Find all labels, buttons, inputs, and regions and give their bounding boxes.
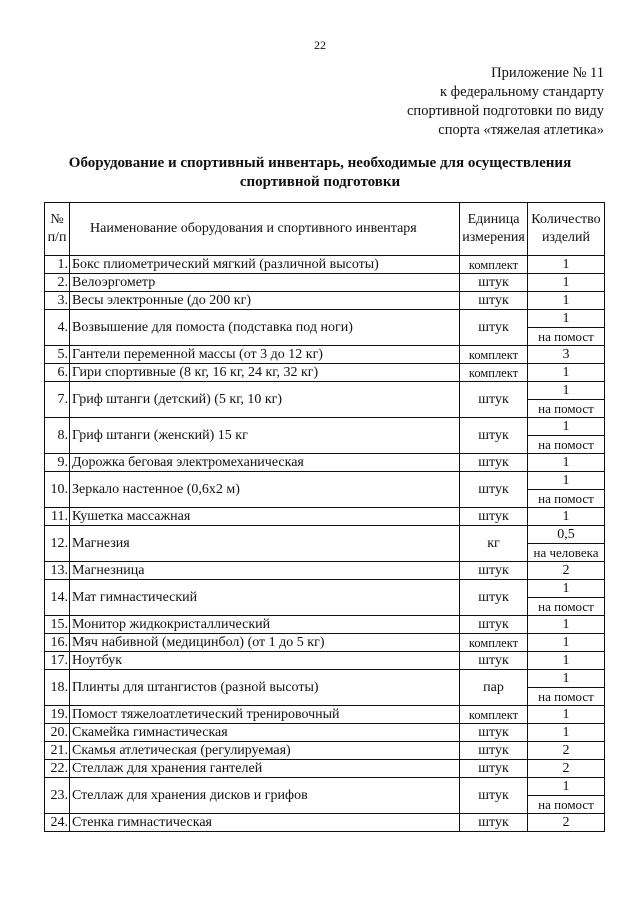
table-row xyxy=(45,256,605,274)
row-number: 18. xyxy=(45,670,70,706)
row-unit: штук xyxy=(460,580,528,616)
row-equipment-name: Дорожка беговая электромеханическая xyxy=(70,454,460,472)
row-unit: штук xyxy=(460,742,528,760)
row-equipment-name: Монитор жидкокристаллический xyxy=(70,616,460,634)
row-quantity: 1 xyxy=(528,670,604,688)
row-number: 21. xyxy=(45,742,70,760)
row-equipment-name: Скамья атлетическая (регулируемая) xyxy=(70,742,460,760)
appendix-line: Приложение № 11 xyxy=(491,65,604,81)
row-equipment-name: Мат гимнастический xyxy=(70,580,460,616)
table-row xyxy=(45,526,605,562)
row-equipment-name: Скамейка гимнастическая xyxy=(70,724,460,742)
row-unit: кг xyxy=(460,526,528,562)
row-number: 17. xyxy=(45,652,70,670)
row-unit: штук xyxy=(460,814,528,832)
table-row xyxy=(45,778,605,814)
row-number: 20. xyxy=(45,724,70,742)
table-header-row xyxy=(45,203,605,256)
table-row xyxy=(45,382,605,418)
table-row xyxy=(45,562,605,580)
equipment-table xyxy=(44,202,605,832)
row-quantity-cell xyxy=(528,382,605,418)
row-quantity: 1 xyxy=(528,706,605,724)
row-number: 16. xyxy=(45,634,70,652)
table-row xyxy=(45,346,605,364)
row-quantity-note: на помост xyxy=(538,689,594,704)
row-unit: штук xyxy=(460,724,528,742)
row-equipment-name: Кушетка массажная xyxy=(70,508,460,526)
row-quantity: 1 xyxy=(528,580,604,598)
row-quantity: 1 xyxy=(528,778,604,796)
row-equipment-name: Магнезия xyxy=(70,526,460,562)
row-unit: штук xyxy=(460,454,528,472)
header-quantity: Количество изделий xyxy=(528,203,605,256)
row-quantity: 1 xyxy=(528,616,605,634)
row-number: 23. xyxy=(45,778,70,814)
table-row xyxy=(45,724,605,742)
table-row xyxy=(45,706,605,724)
row-equipment-name: Стеллаж для хранения гантелей xyxy=(70,760,460,778)
title-line: спортивной подготовки xyxy=(239,174,401,190)
row-equipment-name: Плинты для штангистов (разной высоты) xyxy=(70,670,460,706)
table-row xyxy=(45,814,605,832)
row-number: 19. xyxy=(45,706,70,724)
row-equipment-name: Стеллаж для хранения дисков и грифов xyxy=(70,778,460,814)
row-number: 15. xyxy=(45,616,70,634)
table-body xyxy=(45,256,605,832)
row-quantity-cell xyxy=(528,580,605,616)
header-number: № п/п xyxy=(45,203,70,256)
header-unit: Единица измерения xyxy=(460,203,528,256)
row-unit: штук xyxy=(460,292,528,310)
row-quantity: 1 xyxy=(528,454,605,472)
row-number: 3. xyxy=(45,292,70,310)
row-quantity: 1 xyxy=(528,652,605,670)
row-unit: штук xyxy=(460,652,528,670)
row-equipment-name: Велоэргометр xyxy=(70,274,460,292)
table-row xyxy=(45,364,605,382)
row-equipment-name: Помост тяжелоатлетический тренировочный xyxy=(70,706,460,724)
row-unit: штук xyxy=(460,508,528,526)
row-unit: штук xyxy=(460,778,528,814)
row-quantity: 1 xyxy=(528,508,605,526)
row-quantity-cell xyxy=(528,778,605,814)
appendix-line: спортивной подготовки по виду xyxy=(407,103,604,119)
row-quantity: 1 xyxy=(528,310,604,328)
row-unit: комплект xyxy=(460,706,528,724)
title-line: Оборудование и спортивный инвентарь, необходимые для осуществления xyxy=(68,155,572,171)
row-quantity-note: на человека xyxy=(533,545,599,560)
table-row xyxy=(45,580,605,616)
row-equipment-name: Бокс плиометрический мягкий (различной высоты) xyxy=(70,256,460,274)
row-equipment-name: Весы электронные (до 200 кг) xyxy=(70,292,460,310)
table-row xyxy=(45,634,605,652)
header-name: Наименование оборудования и спортивного инвентаря xyxy=(70,203,460,256)
row-quantity: 0,5 xyxy=(528,526,604,544)
table-row xyxy=(45,742,605,760)
row-number: 10. xyxy=(45,472,70,508)
row-quantity-cell xyxy=(528,418,605,454)
row-quantity: 1 xyxy=(528,724,605,742)
row-quantity: 2 xyxy=(528,742,605,760)
table-row xyxy=(45,670,605,706)
appendix-reference xyxy=(407,64,604,140)
row-quantity: 1 xyxy=(528,292,605,310)
row-quantity-cell xyxy=(528,526,605,562)
table-row xyxy=(45,292,605,310)
row-equipment-name: Гриф штанги (детский) (5 кг, 10 кг) xyxy=(70,382,460,418)
row-quantity-cell xyxy=(528,310,605,346)
row-unit: комплект xyxy=(460,346,528,364)
row-unit: штук xyxy=(460,310,528,346)
table-row xyxy=(45,274,605,292)
row-quantity-cell xyxy=(528,670,605,706)
row-number: 6. xyxy=(45,364,70,382)
table-row xyxy=(45,310,605,346)
row-quantity: 1 xyxy=(528,472,604,490)
row-quantity: 2 xyxy=(528,814,605,832)
row-equipment-name: Мяч набивной (медицинбол) (от 1 до 5 кг) xyxy=(70,634,460,652)
row-quantity-note: на помост xyxy=(538,599,594,614)
row-number: 13. xyxy=(45,562,70,580)
row-equipment-name: Гриф штанги (женский) 15 кг xyxy=(70,418,460,454)
row-number: 5. xyxy=(45,346,70,364)
row-quantity-note: на помост xyxy=(538,329,594,344)
row-unit: штук xyxy=(460,472,528,508)
table-row xyxy=(45,454,605,472)
page-number: 22 xyxy=(314,38,326,52)
row-equipment-name: Гири спортивные (8 кг, 16 кг, 24 кг, 32 кг) xyxy=(70,364,460,382)
row-quantity: 3 xyxy=(528,346,605,364)
row-unit: штук xyxy=(460,418,528,454)
row-number: 9. xyxy=(45,454,70,472)
appendix-line: к федеральному стандарту xyxy=(440,84,604,100)
row-number: 7. xyxy=(45,382,70,418)
row-number: 14. xyxy=(45,580,70,616)
row-quantity: 1 xyxy=(528,418,604,436)
row-quantity-note: на помост xyxy=(538,401,594,416)
row-unit: пар xyxy=(460,670,528,706)
row-quantity: 1 xyxy=(528,364,605,382)
appendix-line: спорта «тяжелая атлетика» xyxy=(438,122,604,138)
row-quantity: 1 xyxy=(528,382,604,400)
table-row xyxy=(45,616,605,634)
row-quantity-note: на помост xyxy=(538,437,594,452)
row-number: 1. xyxy=(45,256,70,274)
row-equipment-name: Стенка гимнастическая xyxy=(70,814,460,832)
row-unit: штук xyxy=(460,562,528,580)
row-number: 8. xyxy=(45,418,70,454)
table-row xyxy=(45,508,605,526)
row-unit: комплект xyxy=(460,364,528,382)
row-quantity: 2 xyxy=(528,562,605,580)
row-equipment-name: Гантели переменной массы (от 3 до 12 кг) xyxy=(70,346,460,364)
row-unit: комплект xyxy=(460,634,528,652)
row-number: 12. xyxy=(45,526,70,562)
row-number: 22. xyxy=(45,760,70,778)
table-row xyxy=(45,652,605,670)
table-row xyxy=(45,760,605,778)
row-equipment-name: Возвышение для помоста (подставка под ноги) xyxy=(70,310,460,346)
table-row xyxy=(45,418,605,454)
row-number: 11. xyxy=(45,508,70,526)
row-quantity: 1 xyxy=(528,256,605,274)
row-unit: штук xyxy=(460,616,528,634)
row-equipment-name: Ноутбук xyxy=(70,652,460,670)
row-number: 2. xyxy=(45,274,70,292)
row-quantity-cell xyxy=(528,472,605,508)
row-number: 24. xyxy=(45,814,70,832)
row-unit: штук xyxy=(460,760,528,778)
row-quantity-note: на помост xyxy=(538,797,594,812)
row-quantity: 1 xyxy=(528,274,605,292)
row-unit: штук xyxy=(460,382,528,418)
row-number: 4. xyxy=(45,310,70,346)
document-title xyxy=(40,154,600,192)
row-quantity-note: на помост xyxy=(538,491,594,506)
row-equipment-name: Магнезница xyxy=(70,562,460,580)
row-quantity: 1 xyxy=(528,634,605,652)
row-unit: штук xyxy=(460,274,528,292)
table-row xyxy=(45,472,605,508)
row-quantity: 2 xyxy=(528,760,605,778)
row-unit: комплект xyxy=(460,256,528,274)
row-equipment-name: Зеркало настенное (0,6х2 м) xyxy=(70,472,460,508)
